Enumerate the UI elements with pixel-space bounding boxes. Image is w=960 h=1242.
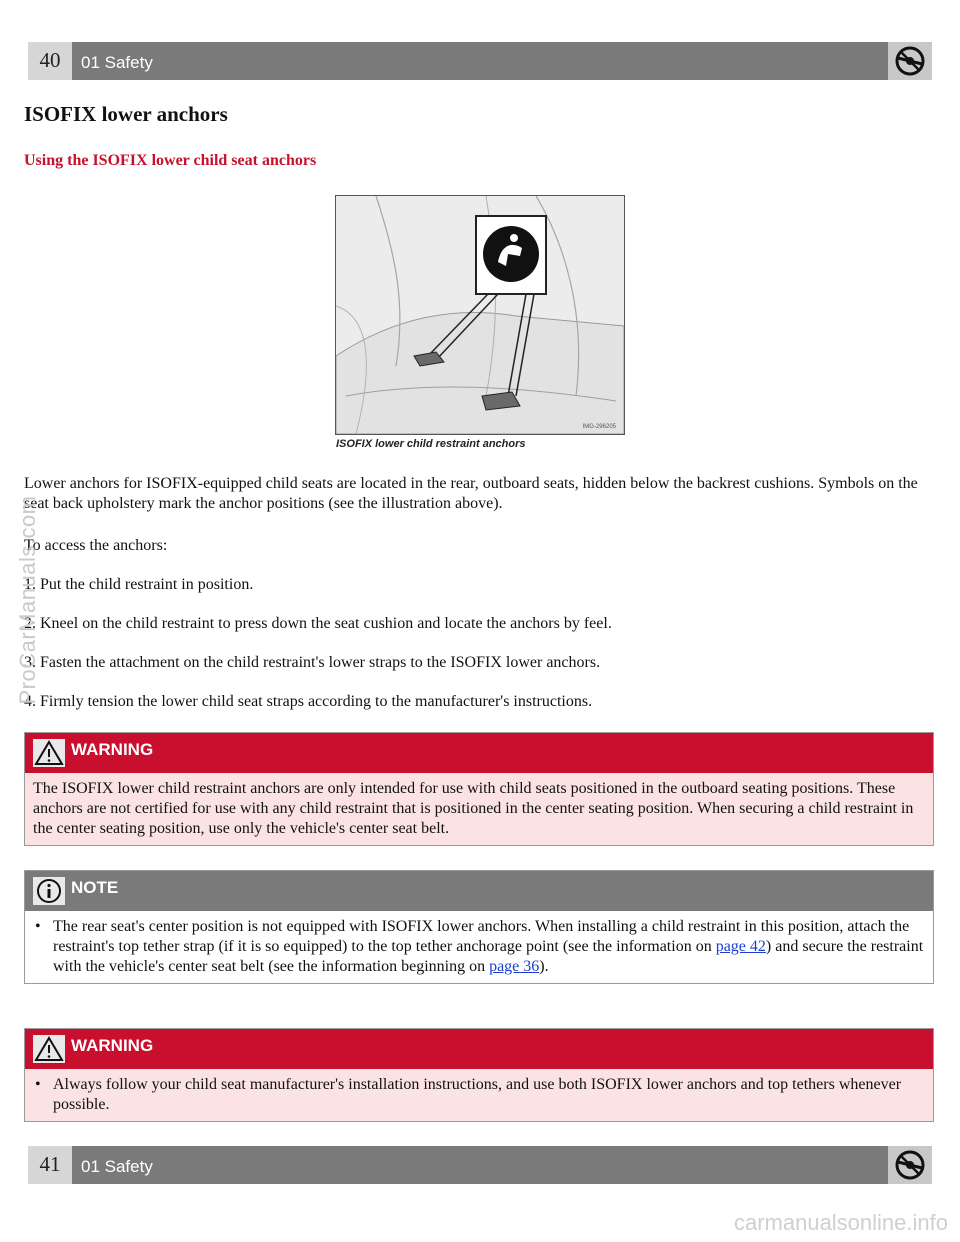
section-title: 01 Safety [81, 53, 153, 72]
warning-label: WARNING [71, 1036, 154, 1055]
access-lead: To access the anchors: [24, 537, 168, 554]
note-box [24, 870, 934, 984]
image-code: IMG-296205 [582, 424, 616, 430]
bullet-dot: • [35, 1076, 41, 1093]
warning-header [25, 733, 933, 773]
page-number: 41 [28, 1146, 72, 1184]
warning-bullet-item [33, 1075, 925, 1115]
warning-box-1 [24, 732, 934, 846]
page-footer-bar [28, 1146, 932, 1184]
step-3: 3. Fasten the attachment on the child restraint's lower straps to the ISOFIX lower anchors. [24, 654, 601, 671]
steering-wheel-safety-icon [888, 1146, 932, 1184]
warning-label: WARNING [71, 740, 154, 759]
warning-box-2 [24, 1028, 934, 1122]
section-title: 01 Safety [81, 1157, 153, 1176]
footer-watermark: carmanualsonline.info [733, 1210, 948, 1235]
side-watermark-text: ProCarManuals.com [15, 495, 40, 705]
page-header-bar [28, 42, 932, 80]
warning-triangle-icon [33, 739, 65, 772]
page-number: 40 [28, 42, 72, 80]
section-subtitle: Using the ISOFIX lower child seat anchors [24, 152, 317, 169]
info-icon [33, 877, 65, 910]
page-42-link[interactable]: page 42 [715, 938, 766, 955]
page-36-link[interactable]: page 36 [489, 958, 540, 975]
figure-caption: ISOFIX lower child restraint anchors [336, 438, 526, 450]
illustration-frame [335, 195, 625, 435]
note-text [53, 917, 925, 977]
warning-text: Always follow your child seat manufacturer's installation instructions, and use both ISOFIX lower anchors and top tethers whenever possible. [53, 1076, 902, 1113]
steering-wheel-safety-icon [888, 42, 932, 80]
step-4: 4. Firmly tension the lower child seat straps according to the manufacturer's instructions. [24, 693, 593, 710]
isofix-illustration [335, 195, 625, 451]
warning-text: The ISOFIX lower child restraint anchors are only intended for use with child seats positioned in the outboard seating positions. These anchors are not certified for use with any child restraint that is positioned in the center seating position. When securing a child restraint in the center seating position, use only the vehicle's center seat belt. [25, 773, 933, 845]
note-text-part: The rear seat's center position is not equipped with ISOFIX lower anchors. When installing a child restraint in this position, attach the restraint's top tether strap (if it is so equipped) to the top tether anchorage point (see the information on [53, 918, 910, 955]
page-title: ISOFIX lower anchors [24, 102, 228, 126]
step-1: 1. Put the child restraint in position. [24, 576, 254, 593]
side-watermark [8, 470, 48, 730]
bullet-dot: • [35, 918, 41, 935]
note-text-part: ). [539, 958, 549, 975]
note-text-part: ) and secure the restraint with the vehicle's center seat belt (see the information beginning on [53, 938, 924, 975]
step-2: 2. Kneel on the child restraint to press down the seat cushion and locate the anchors by feel. [24, 615, 612, 632]
warning-triangle-icon [33, 1035, 65, 1068]
note-label: NOTE [71, 878, 119, 897]
note-header [25, 871, 933, 911]
warning-content [25, 1069, 933, 1121]
intro-paragraph: Lower anchors for ISOFIX-equipped child seats are located in the rear, outboard seats, hidden below the backrest cushions. Symbols on the seat back upholstery mark the anchor positions (see the illustration above). [24, 475, 918, 512]
note-content [25, 911, 933, 983]
note-bullet-item [33, 917, 925, 977]
warning-header [25, 1029, 933, 1069]
